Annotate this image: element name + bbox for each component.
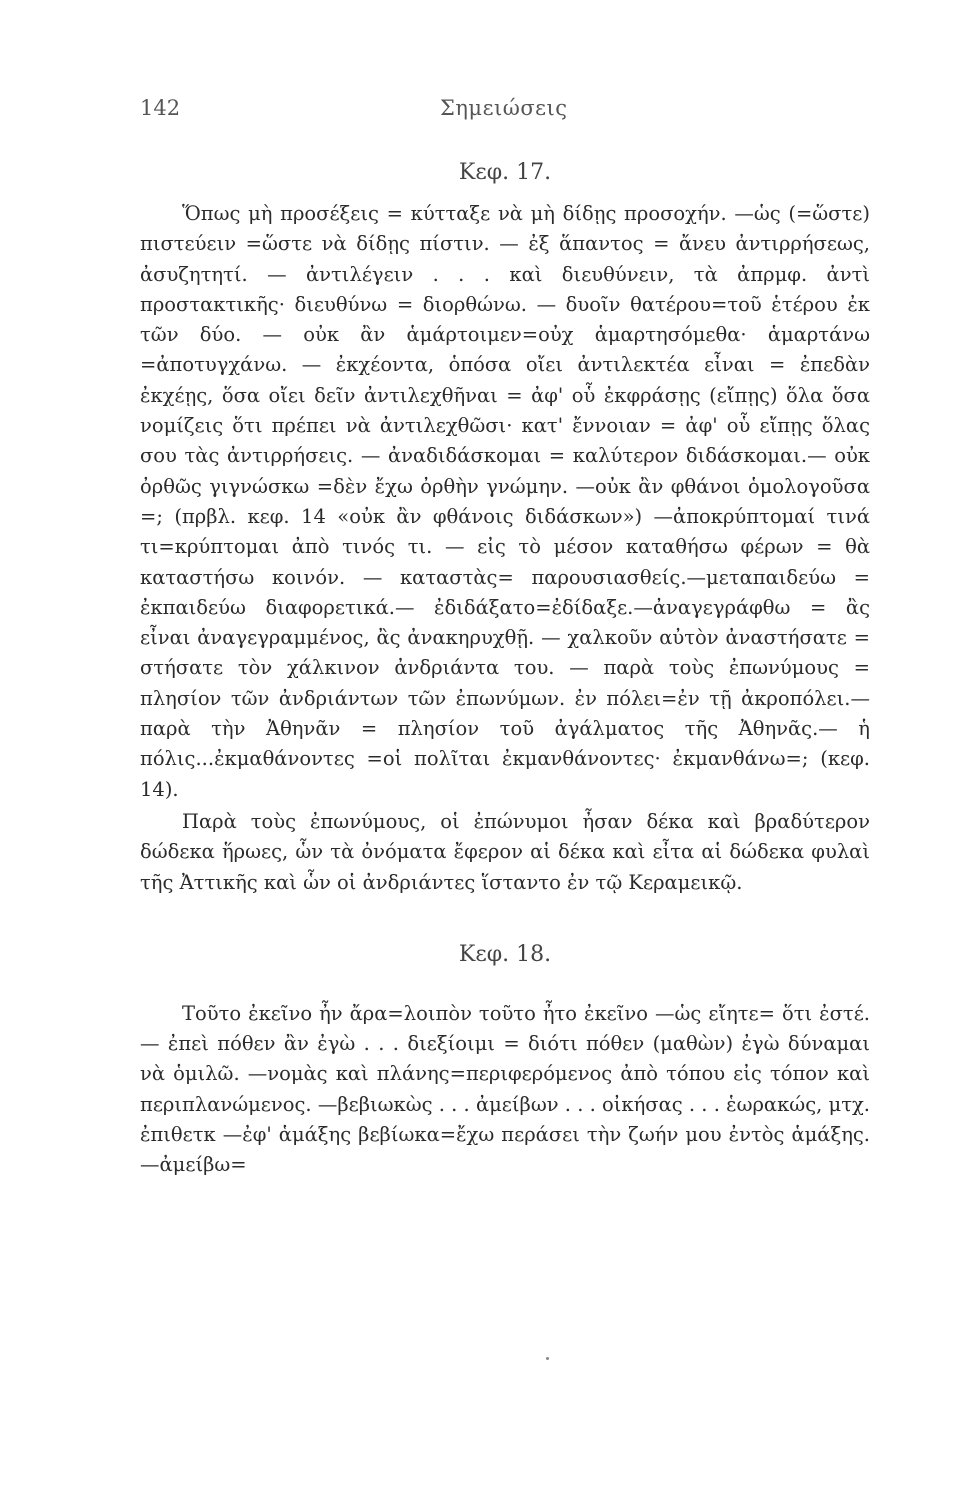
- chapter-heading-18: Κεφ. 18.: [458, 941, 552, 967]
- notes-paragraph: Τοῦτο ἐκεῖνο ἦν ἄρα=λοιπὸν τοῦτο ἦτο ἐκεῖνο —ὡς εἴητε= ὅτι ἐστέ. — ἐπεὶ πόθεν ἂν ἐγὼ . . . διεξίοιμι = διότι πόθεν (μαθὼν) ἐγὼ δύναμαι νὰ ὁμιλῶ. —νομὰς καὶ πλάνης=περιφερόμενος ἀπὸ τόπου εἰς τόπον καὶ περιπλανώμενος. —βεβιωκὼς . . . ἀμείβων . . . οἰκήσας . . . ἑωρακώς, μτχ. ἐπιθετκ —ἐφ' ἁμάξης βεβίωκα=ἔχω περάσει τὴν ζωήν μου ἐντὸς ἁμάξης. —ἀμείβω=: [140, 1001, 870, 1177]
- stray-ink-dot: [546, 1357, 549, 1360]
- running-title: Σημειώσεις: [440, 96, 568, 120]
- page-number: 142: [140, 96, 181, 120]
- notes-paragraph: Ὅπως μὴ προσέξεις = κύτταξε νὰ μὴ δίδῃς προσοχήν. —ὡς (=ὥστε) πιστεύειν =ὥστε νὰ δίδῃς πίστιν. — ἐξ ἅπαντος = ἄνευ ἀντιρρήσεως, ἀσυζητητί. — ἀντιλέγειν . . . καὶ διευθύνειν, τὰ ἀπρμφ. ἀντὶ προστακτικῆς· διευθύνω = διορθώνω. — δυοῖν θατέρου=τοῦ ἑτέρου ἐκ τῶν δύο. — οὐκ ἂν ἁμάρτοιμεν=οὐχ ἁμαρτησόμεθα· ἁμαρτάνω =ἀποτυγχάνω. — ἐκχέοντα, ὁπόσα οἴει ἀντιλεκτέα εἶναι = ἐπεδὰν ἐκχέῃς, ὅσα οἴει δεῖν ἀντιλεχθῆναι = ἀφ' οὗ ἐκφράσῃς (εἴπῃς) ὅλα ὅσα νομίζεις ὅτι πρέπει νὰ ἀντιλεχθῶσι· κατ' ἔννοιαν = ἀφ' οὗ εἴπῃς ὅλας σου τὰς ἀντιρρήσεις. — ἀναδιδάσκομαι = καλύτερον διδάσκομαι.— οὐκ ὀρθῶς γιγνώσκω =δὲν ἔχω ὀρθὴν γνώμην. —οὐκ ἂν φθάνοι ὁμολογοῦσα =; (πρβλ. κεφ. 14 «οὐκ ἂν φθάνοις διδάσκων») —ἀποκρύπτομαί τινά τι=κρύπτομαι ἀπὸ τινός τι. — εἰς τὸ μέσον καταθήσω φέρων = θὰ καταστήσω κοινόν. — καταστὰς= παρουσιασθείς.—μεταπαιδεύω = ἐκπαιδεύω διαφορετικά.— ἐδιδάξατο=ἐδίδαξε.—ἀναγεγράφθω = ἂς εἶναι ἀναγεγραμμένος, ἂς ἀνακηρυχθῇ. — χαλκοῦν αὐτὸν ἀναστήσατε = στήσατε τὸν χάλκινον ἀνδριάντα του. — παρὰ τοὺς ἐπωνύμους = πλησίον τῶν ἀνδριάντων τῶν ἐπωνύμων. ἐν πόλει=ἐν τῇ ἀκροπόλει.— παρὰ τὴν Ἀθηνᾶν = πλησίον τοῦ ἀγάλματος τῆς Ἀθηνᾶς.— ἡ πόλις...ἐκμαθάνοντες =οἱ πολῖται ἐκμανθάνοντες· ἐκμανθάνω=; (κεφ. 14).: [140, 202, 870, 801]
- notes-paragraph: Παρὰ τοὺς ἐπωνύμους, οἱ ἐπώνυμοι ἦσαν δέκα καὶ βραδύτερον δώδεκα ἥρωες, ὧν τὰ ὀνόματα ἔφερον αἱ δέκα καὶ εἶτα αἱ δώδεκα φυλαὶ τῆς Ἀττικῆς καὶ ὧν οἱ ἀνδριάντες ἵσταντο ἐν τῷ Κεραμεικῷ.: [140, 809, 870, 894]
- chapter-heading-17: Κεφ. 17.: [458, 160, 552, 185]
- page-content: [140, 150, 870, 1181]
